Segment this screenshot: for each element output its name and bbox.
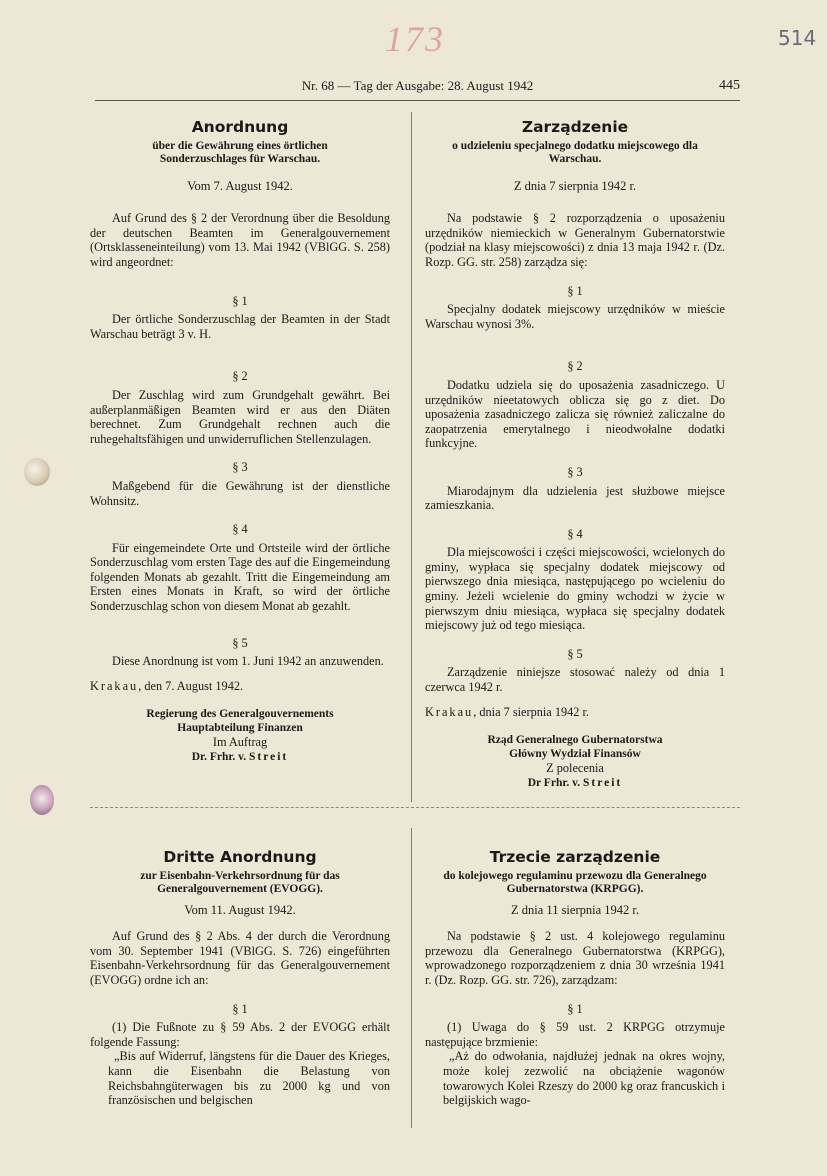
decree-subtitle: o udzieleniu specjalnego dodatku miejscowego dla Warschau. — [452, 139, 698, 166]
section-text: Specjalny dodatek miejscowy urzędników w mieście Warschau wynosi 3%. — [425, 302, 725, 331]
preamble: Auf Grund des § 2 Abs. 4 der durch die Verordnung vom 30. September 1941 (VBlGG. S. 726) eingeführten Eisenbahn-Verkehrsordnung für das Generalgouvernement (EVOGG) ordne ich an: — [90, 929, 390, 987]
section-label: § 1 — [232, 1001, 248, 1016]
decree-date: Z dnia 7 sierpnia 1942 r. — [513, 178, 637, 193]
signature-name — [90, 750, 390, 764]
signature-authority: Regierung des Generalgouvernements — [146, 708, 334, 721]
top-german-column — [90, 120, 390, 764]
place-date — [90, 679, 390, 694]
section-label: § 4 — [232, 522, 248, 537]
decree-title: Trzecie zarządzenie — [489, 848, 661, 866]
issue-line: Nr. 68 — Tag der Ausgabe: 28. August 1942 — [301, 78, 534, 93]
amended-footnote-quote: „Bis auf Widerruf, längstens für die Dauer des Krieges, kann die Eisenbahn die Belastung von Reichsbahngüterwagen bis zu 2000 kg und von französischen und belgischen — [108, 1049, 390, 1108]
handwritten-folio-number: 173 — [385, 19, 445, 59]
decree-subtitle: do kolejowego regulaminu przewozu dla Generalnego Gubernatorstwa (KRPGG). — [443, 869, 707, 896]
signature-name-prefix: Dr Frhr. v. — [527, 776, 583, 789]
signature-name-prefix: Dr. Frhr. v. — [191, 751, 250, 764]
section-label: § 5 — [232, 635, 248, 650]
section-label: § 3 — [567, 464, 583, 479]
section-text: (1) Uwaga do § 59 ust. 2 KRPGG otrzymuje następujące brzmienie: — [425, 1020, 725, 1049]
preamble: Na podstawie § 2 rozporządzenia o uposażeniu urzędników niemieckich w Generalnym Gubernatorstwie (podział na klasy miejscowości) z dnia 13 maja 1942 r. (Dz. Rozp. GG. str. 258) zarządza się: — [425, 211, 725, 269]
section-text: Dodatku udziela się do uposażenia zasadniczego. U urzędników nieetatowych oblicza się go z diet. Do uposażenia zasadniczego zalicza się również zaliczalne do zaopatrzenia emerytalnego i nieodwołalne dodatki funkcyjne. — [425, 377, 725, 451]
amended-footnote-quote: „Aż do odwołania, najdłużej jednak na okres wojny, może kolej zezwolić na obciążenie wagonów towarowych Kolei Rzeszy do 2000 kg oraz francuskich i belgijskich wago- — [443, 1049, 725, 1108]
paper-hole-bottom — [30, 785, 54, 815]
paper-hole-top — [24, 458, 50, 486]
section-text: Für eingemeindete Orte und Ortsteile wird der örtliche Sonderzuschlag vom ersten Tage des auf die Eingemeindung folgenden Monats ab gezahlt. Tritt die Eingemeindung am Ersten eines Monats in Kraft, so wird der örtliche Sonderzuschlag schon von diesem Monat ab gezahlt. — [90, 540, 390, 614]
signature-surname: Streit — [249, 751, 289, 764]
bottom-german-column — [90, 850, 390, 1108]
corner-stamp-number: 514 — [778, 26, 817, 50]
decree-date: Vom 7. August 1942. — [187, 178, 293, 193]
top-polish-column — [425, 120, 725, 790]
section-label: § 1 — [567, 1001, 583, 1016]
section-text: Der örtliche Sonderzuschlag der Beamten in der Stadt Warschau beträgt 3 v. H. — [90, 312, 390, 341]
decree-date: Z dnia 11 sierpnia 1942 r. — [511, 902, 639, 917]
section-label: § 2 — [567, 359, 583, 374]
signature-surname: Streit — [583, 776, 623, 789]
column-divider-bottom — [411, 828, 412, 1128]
section-label: § 1 — [567, 283, 583, 298]
signature-order: Im Auftrag — [212, 735, 268, 750]
section-divider — [90, 807, 740, 808]
preamble: Na podstawie § 2 ust. 4 kolejowego regulaminu przewozu dla Generalnego Gubernatorstwa (KRPGG), wprowadzonego rozporządzeniem z dnia 30 września 1941 r. (Dz. Rozp. GG. str. 726), zarządzam: — [425, 929, 725, 987]
signature-order: Z polecenia — [546, 761, 604, 776]
decree-date: Vom 11. August 1942. — [184, 902, 296, 917]
section-label: § 4 — [567, 526, 583, 541]
decree-title: Zarządzenie — [521, 118, 629, 136]
section-label: § 2 — [232, 369, 248, 384]
section-label: § 1 — [232, 293, 248, 308]
decree-title: Anordnung — [191, 118, 289, 136]
page-number: 445 — [719, 78, 740, 93]
signature-department: Główny Wydział Finansów — [509, 748, 641, 761]
section-text: Dla miejscowości i części miejscowości, wcielonych do gminy, wypłaca się specjalny dodatek miejscowy od pierwszego dnia miesiąca, następującego po wcieleniu do gminy. Jeżeli wcielenie do gminy wchodzi w życie w pierwszym dniu miesiąca, wypłaca się specjalny dodatek miejscowy już od tego miesiąca. — [425, 545, 725, 633]
section-text: Zarządzenie niniejsze stosować należy od dnia 1 czerwca 1942 r. — [425, 665, 725, 695]
decree-subtitle: über die Gewährung eines örtlichen Sonderzuschlages für Warschau. — [152, 139, 328, 166]
place-date — [425, 705, 725, 720]
bottom-polish-column — [425, 850, 725, 1108]
place-name: Krakau — [425, 704, 474, 719]
section-text: Maßgebend für die Gewährung ist der dienstliche Wohnsitz. — [90, 478, 390, 508]
place-date-text: , dnia 7 sierpnia 1942 r. — [473, 704, 589, 719]
place-name: Krakau — [90, 678, 139, 693]
section-text: Diese Anordnung ist vom 1. Juni 1942 an anzuwenden. — [112, 654, 384, 669]
section-label: § 5 — [567, 646, 583, 661]
section-text: Der Zuschlag wird zum Grundgehalt gewährt. Bei außerplanmäßigen Beamten wird er aus den Diäten berechnet. Zum Grundgehalt rechnen auch die ruhegehaltsfähigen und unwiderruflichen Stellenzulagen. — [90, 387, 390, 446]
place-date-text: , den 7. August 1942. — [138, 678, 244, 693]
signature-name — [425, 776, 725, 790]
signature-department: Hauptabteilung Finanzen — [177, 722, 303, 735]
column-divider-top — [411, 112, 412, 802]
preamble: Auf Grund des § 2 der Verordnung über die Besoldung der deutschen Beamten im Generalgouvernement (Ortsklasseneinteilung) vom 13. Mai 1942 (VBlGG. S. 258) wird angeordnet: — [90, 211, 390, 269]
page-header — [95, 78, 740, 100]
decree-subtitle: zur Eisenbahn-Verkehrsordnung für das Generalgouvernement (EVOGG). — [140, 869, 340, 896]
section-label: § 3 — [232, 460, 248, 475]
section-text: (1) Die Fußnote zu § 59 Abs. 2 der EVOGG erhält folgende Fassung: — [90, 1020, 390, 1049]
header-rule — [95, 100, 740, 101]
decree-title: Dritte Anordnung — [163, 848, 317, 866]
section-text: Miarodajnym dla udzielenia jest służbowe miejsce zamieszkania. — [425, 483, 725, 513]
signature-authority: Rząd Generalnego Gubernatorstwa — [487, 734, 663, 747]
